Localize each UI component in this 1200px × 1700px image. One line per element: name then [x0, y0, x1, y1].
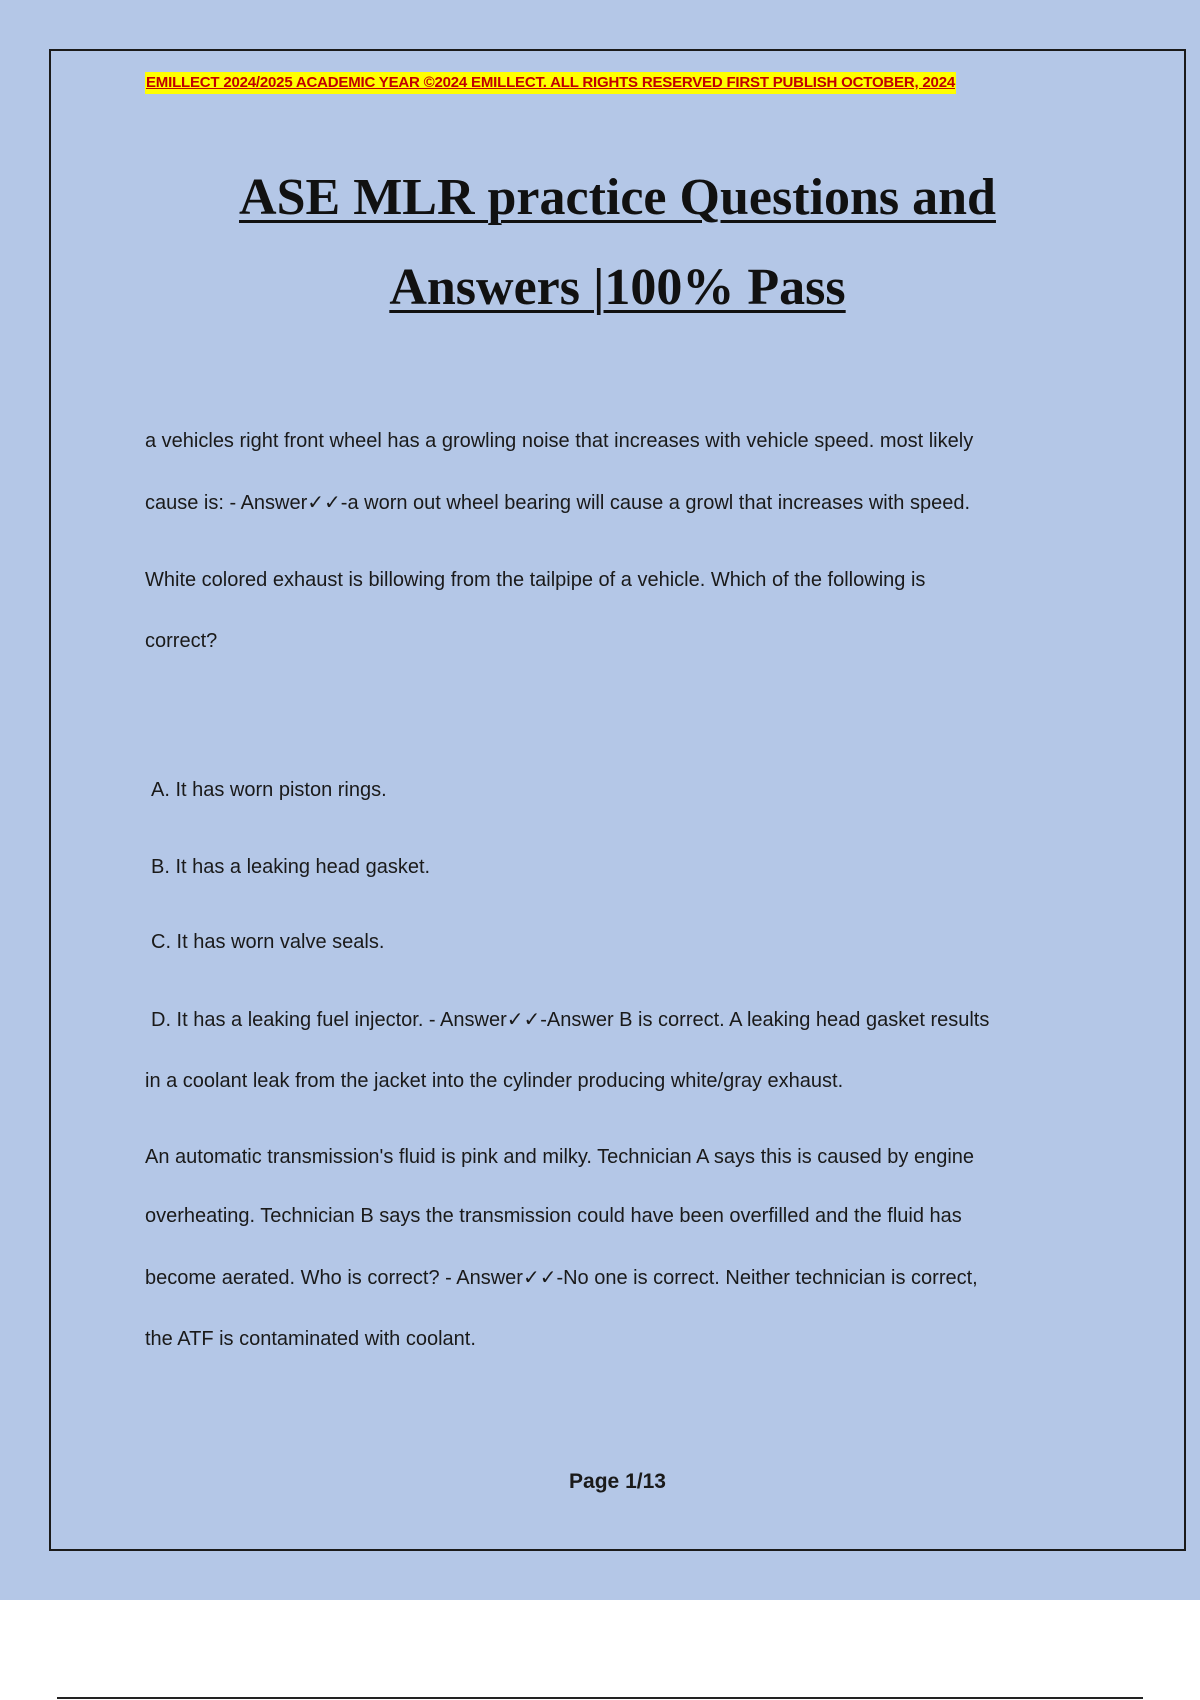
question-2-answer-continued: in a coolant leak from the jacket into the cylinder producing white/gray exhaust. [145, 1070, 844, 1092]
question-2-option-b: B. It has a leaking head gasket. [151, 856, 431, 878]
question-2-line-2: correct? [145, 630, 218, 652]
question-2-option-d: D. It has a leaking fuel injector. - Answer✓✓-Answer B is correct. A leaking head gasket results [151, 1009, 990, 1031]
question-3-line-2: overheating. Technician B says the transmission could have been overfilled and the fluid has [145, 1205, 962, 1227]
question-3-line-4: the ATF is contaminated with coolant. [145, 1328, 476, 1350]
question-1-line-2: cause is: - Answer✓✓-a worn out wheel bearing will cause a growl that increases with speed. [145, 492, 971, 514]
question-3-line-3: become aerated. Who is correct? - Answer✓✓-No one is correct. Neither technician is correct, [145, 1267, 978, 1289]
page-number: Page 1/13 [569, 1470, 666, 1493]
document-title-line-2: Answers |100% Pass [389, 259, 846, 316]
question-1-line-1: a vehicles right front wheel has a growling noise that increases with vehicle speed. most likely [145, 430, 974, 452]
copyright-banner: EMILLECT 2024/2025 ACADEMIC YEAR ©2024 EMILLECT. ALL RIGHTS RESERVED FIRST PUBLISH OCTOBER, 2024 [145, 72, 956, 94]
document-title-line-1: ASE MLR practice Questions and [239, 169, 996, 226]
question-3-line-1: An automatic transmission's fluid is pink and milky. Technician A says this is caused by engine [145, 1146, 975, 1168]
question-2-option-c: C. It has worn valve seals. [151, 931, 385, 953]
question-2-line-1: White colored exhaust is billowing from the tailpipe of a vehicle. Which of the following is [145, 569, 926, 591]
next-page-divider [57, 1697, 1143, 1699]
question-2-option-a: A. It has worn piston rings. [151, 779, 387, 801]
